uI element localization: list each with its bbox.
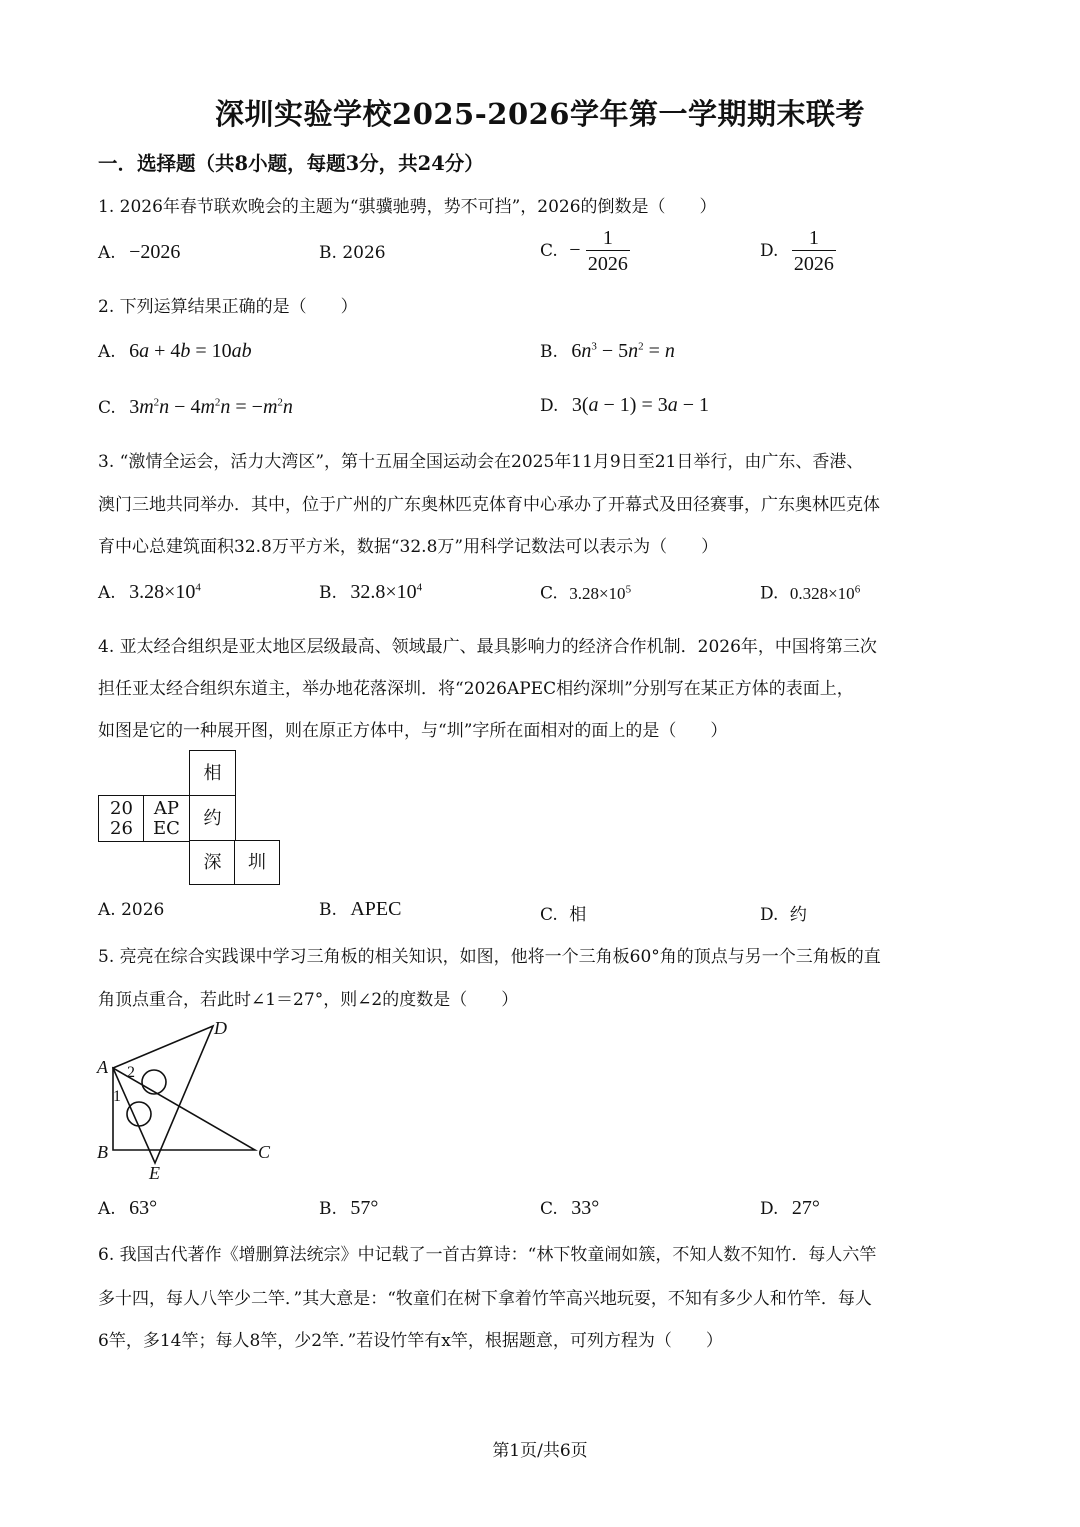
option-value: 约	[789, 905, 807, 925]
q3-option-c[interactable]	[540, 583, 631, 604]
q1-option-d[interactable]	[760, 226, 836, 277]
triangle-figure	[0, 0, 320, 1190]
math-expression: $3.28\times 10^5$	[569, 583, 632, 603]
section-heading: 一．选择题（共8小题，每题3分，共24分）	[98, 152, 484, 175]
option-label: D.	[760, 1199, 779, 1219]
point-label-b: B	[97, 1142, 108, 1162]
option-label: C.	[98, 398, 116, 418]
q3-option-b[interactable]	[319, 581, 422, 604]
question-1-text: 1. 2026年春节联欢晚会的主题为“骐骥驰骋，势不可挡”，2026的倒数是（ ）	[98, 197, 717, 217]
q3-option-d[interactable]	[760, 583, 860, 604]
point-label-a: A	[97, 1057, 108, 1077]
q5-option-c[interactable]	[540, 1197, 599, 1220]
option-value: 相	[569, 905, 587, 925]
page-footer: 第1页/共6页	[492, 1441, 588, 1461]
question-4-line-1: 4. 亚太经合组织是亚太地区层级最高、领域最广、最具影响力的经济合作机制．2026年，中国将第三次	[98, 637, 877, 657]
question-3-line-1: 3. “激情全运会，活力大湾区”，第十五届全国运动会在2025年11月9日至21日举行，由广东、香港、	[98, 452, 864, 472]
point-label-d: D	[214, 1018, 227, 1038]
option-value: 63°	[129, 1197, 158, 1219]
option-value: 27°	[791, 1197, 820, 1219]
option-value: 33°	[571, 1197, 600, 1219]
option-label: D.	[540, 396, 559, 416]
option-label: D.	[760, 241, 779, 261]
q1-option-b[interactable]	[319, 243, 386, 263]
math-expression: 3(a − 1) = 3a − 1	[571, 394, 710, 416]
q5-option-a[interactable]	[98, 1197, 157, 1220]
option-value: 2026	[121, 900, 165, 920]
q4-option-d[interactable]	[760, 900, 807, 925]
option-label: B.	[540, 342, 558, 362]
net-text-top: 20	[110, 797, 133, 819]
option-label: D.	[760, 905, 779, 925]
question-5-line-1: 5. 亮亮在综合实践课中学习三角板的相关知识，如图，他将一个三角板60°角的顶点与另一个三角板的直	[98, 947, 881, 967]
question-6-line-3: 6竿，多14竿；每人8竿，少2竿．”若设竹竿有x竿，根据题意，可列方程为（ ）	[98, 1331, 723, 1351]
net-text-top: AP	[153, 797, 180, 819]
option-label: C.	[540, 1199, 558, 1219]
option-value: APEC	[350, 898, 402, 920]
q5-option-d[interactable]	[760, 1197, 820, 1220]
question-4-line-3: 如图是它的一种展开图，则在原正方体中，与“圳”字所在面相对的面上的是（ ）	[98, 721, 728, 741]
question-2-text: 2. 下列运算结果正确的是（ ）	[98, 297, 358, 317]
option-label: B.	[319, 243, 337, 263]
hole-circle-lower	[127, 1102, 151, 1126]
q2-option-d[interactable]	[540, 394, 709, 417]
option-label: C.	[540, 241, 558, 261]
question-6-line-2: 多十四，每人八竿少二竿．”其大意是：“牧童们在树下拿着竹竿高兴地玩耍，不知有多少人和竹竿．每人	[98, 1289, 872, 1309]
math-expression: $3m^2n - 4m^2n = -m^2n$	[129, 396, 293, 418]
question-6-line-1: 6. 我国古代著作《增删算法统宗》中记载了一首古算诗：“林下牧童闹如簇，不知人数不知竹．每人六竿	[98, 1245, 877, 1265]
option-label: C.	[540, 583, 558, 604]
net-cell-text: 相	[203, 762, 222, 784]
point-label-e: E	[149, 1163, 160, 1183]
question-3-line-2: 澳门三地共同举办．其中，位于广州的广东奥林匹克体育中心承办了开幕式及田径赛事，广东奥林匹克体	[98, 495, 880, 515]
numerator: 1	[808, 227, 819, 249]
option-label: A.	[98, 1199, 116, 1219]
fraction	[586, 226, 630, 277]
option-label: D.	[760, 583, 779, 604]
minus-sign: −	[569, 239, 581, 261]
net-text-bottom: 26	[110, 817, 133, 839]
q4-option-b[interactable]	[319, 898, 401, 921]
point-label-c: C	[258, 1142, 271, 1162]
math-expression: $3.28\times 10^4$	[129, 581, 201, 603]
option-value: −2026	[129, 241, 181, 263]
q1-option-c[interactable]	[540, 226, 630, 277]
net-text-bottom: EC	[153, 817, 180, 839]
option-label: A.	[98, 900, 116, 920]
q5-option-b[interactable]	[319, 1197, 378, 1220]
question-3-line-3: 育中心总建筑面积32.8万平方米，数据“32.8万”用科学记数法可以表示为（ ）	[98, 537, 719, 557]
q4-option-c[interactable]	[540, 900, 586, 925]
denominator: 2026	[586, 250, 630, 277]
fraction	[792, 226, 836, 277]
option-label: B.	[319, 900, 337, 920]
triangle-ade	[113, 1026, 213, 1163]
question-5-line-2: 角顶点重合，若此时∠1＝27°，则∠2的度数是（ ）	[98, 990, 519, 1010]
net-cell-text: 约	[203, 807, 222, 829]
math-expression: $32.8\times 10^4$	[350, 581, 423, 603]
q2-option-b[interactable]	[540, 340, 675, 363]
option-label: A.	[98, 583, 116, 603]
option-label: B.	[319, 583, 337, 603]
option-label: A.	[98, 342, 116, 362]
net-cell-text: 圳	[248, 851, 266, 873]
option-value: 2026	[342, 243, 386, 263]
page-title: 深圳实验学校2025-2026学年第一学期期末联考	[215, 97, 865, 131]
option-label: A.	[98, 243, 116, 263]
question-4-line-2: 担任亚太经合组织东道主，举办地花落深圳．将“2026APEC相约深圳”分别写在某正方体的表面上，	[98, 679, 854, 699]
angle-label-2: 2	[127, 1064, 135, 1081]
hole-circle-upper	[142, 1070, 166, 1094]
math-expression: $6n^3 - 5n^2 = n$	[571, 340, 675, 362]
math-expression: 6a + 4b = 10ab	[129, 340, 252, 362]
option-label: C.	[540, 905, 558, 925]
denominator: 2026	[792, 250, 836, 277]
numerator: 1	[602, 227, 613, 249]
net-cell-text: 深	[203, 851, 222, 873]
math-expression: $0.328\times 10^6$	[789, 583, 861, 603]
angle-label-1: 1	[113, 1088, 121, 1105]
option-value: 57°	[350, 1197, 379, 1219]
option-label: B.	[319, 1199, 337, 1219]
